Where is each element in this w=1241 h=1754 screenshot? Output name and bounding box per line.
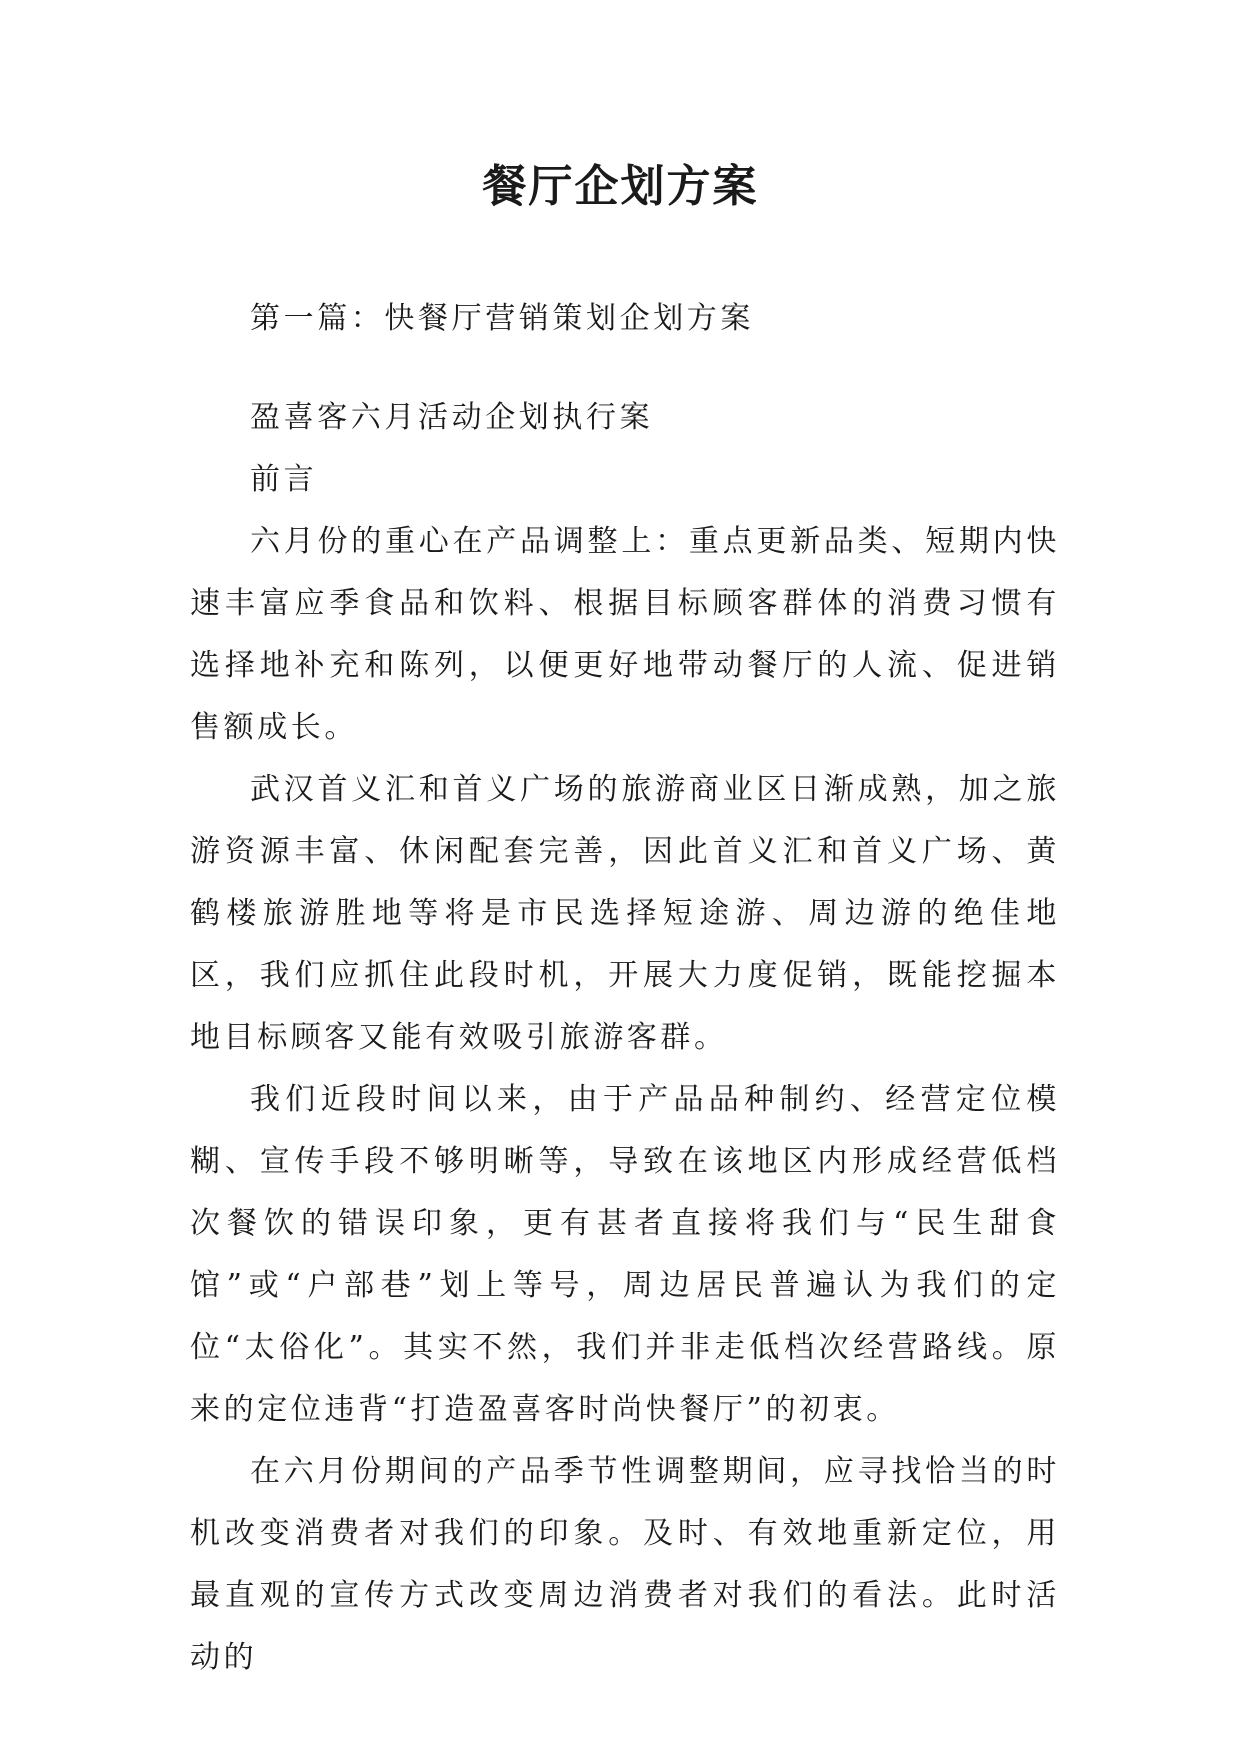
paragraph: 我们近段时间以来，由于产品品种制约、经营定位模糊、宣传手段不够明晰等，导致在该地区内形成经营低档次餐饮的错误印象，更有甚者直接将我们与“民生甜食馆”或“户部巷”划上等号，周边居民普遍认为我们的定位“太俗化”。其实不然，我们并非走低档次经营路线。原来的定位违背“打造盈喜客时尚快餐厅”的初衷。 — [190, 1082, 1060, 1427]
document-title: 餐厅企划方案 — [482, 161, 759, 212]
paragraph: 武汉首义汇和首义广场的旅游商业区日渐成熟，加之旅游资源丰富、休闲配套完善，因此首义汇和首义广场、黄鹤楼旅游胜地等将是市民选择短途游、周边游的绝佳地区，我们应抓住此段时机，开展大力度促销，既能挖掘本地目标顾客又能有效吸引旅游客群。 — [190, 772, 1060, 1055]
subtitle: 盈喜客六月活动企划执行案 — [250, 400, 654, 435]
paragraph: 在六月份期间的产品季节性调整期间，应寻找恰当的时机改变消费者对我们的印象。及时、有效地重新定位，用最直观的宣传方式改变周边消费者对我们的看法。此时活动的 — [190, 1454, 1060, 1675]
document-body — [190, 288, 1060, 1689]
preface-heading: 前言 — [250, 462, 318, 497]
chapter-heading: 第一篇：快餐厅营销策划企划方案 — [250, 301, 754, 336]
paragraph: 六月份的重心在产品调整上：重点更新品类、短期内快速丰富应季食品和饮料、根据目标顾客群体的消费习惯有选择地补充和陈列，以便更好地带动餐厅的人流、促进销售额成长。 — [190, 524, 1060, 745]
